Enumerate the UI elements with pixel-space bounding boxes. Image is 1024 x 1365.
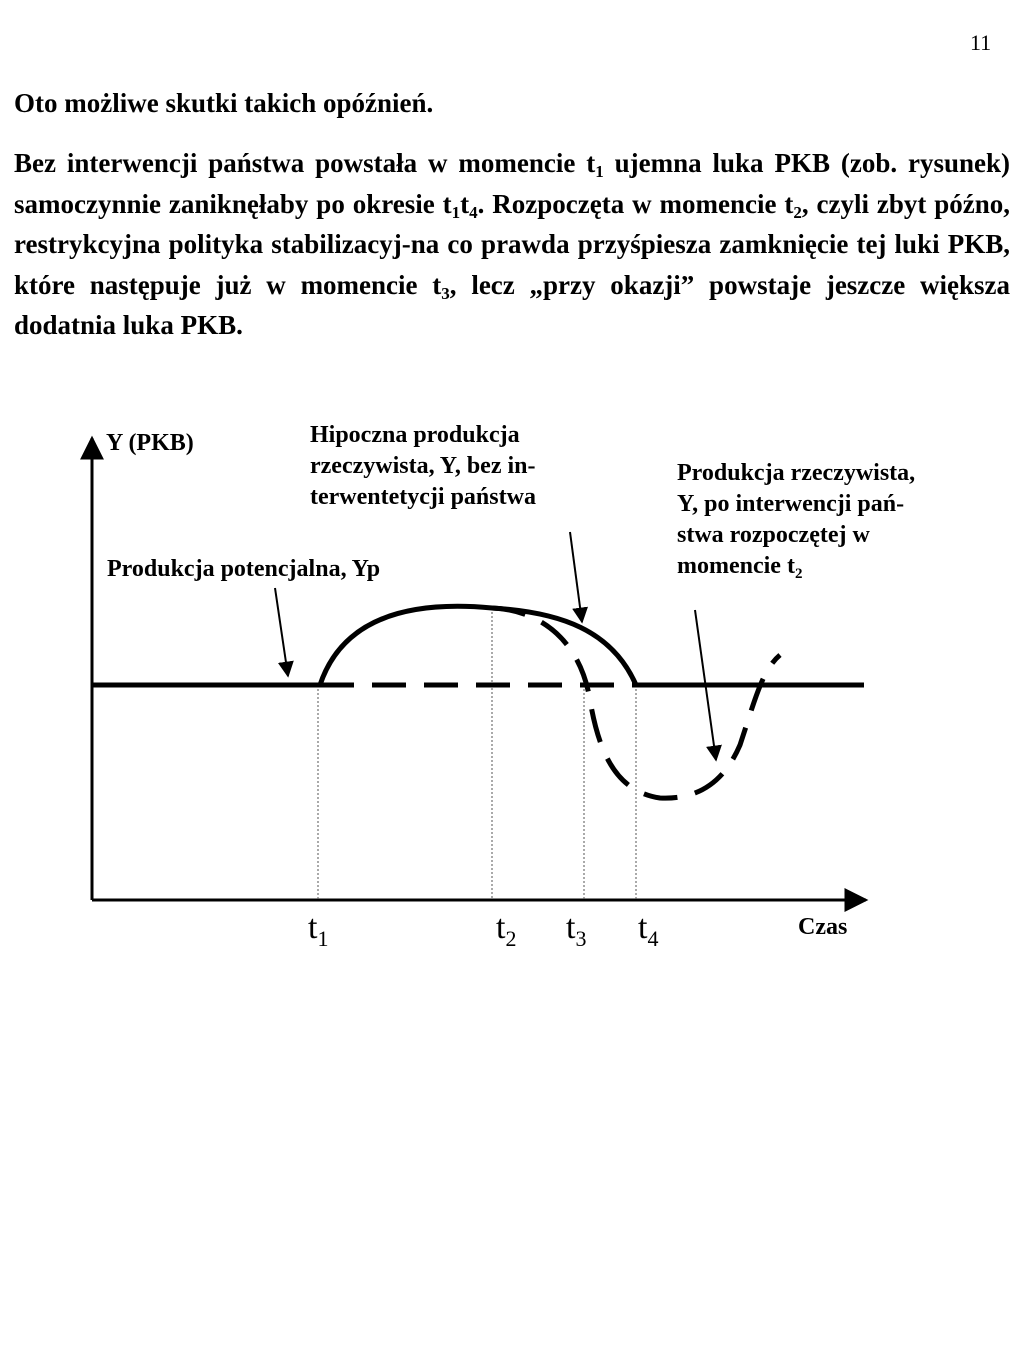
output-without-intervention-curve (320, 606, 636, 685)
no-intervention-label: Hipoczna produkcja rzeczywista, Y, bez in- terwentetycji państwa (310, 422, 536, 510)
x-axis-label: Czas (798, 914, 848, 940)
potential-label-pointer (275, 588, 288, 676)
y-axis-label: Y (PKB) (106, 430, 194, 456)
tick-t3: $t_3$ (566, 909, 587, 951)
tick-t4: $t_4$ (638, 909, 659, 951)
with-intervention-label: Produkcja rzeczywista, Y, po interwencji pań- stwa rozpoczętej w momencie $t_2$ (677, 460, 916, 582)
potential-output-label: Produkcja potencjalna, Yp (107, 556, 381, 582)
tick-t2: $t_2$ (496, 909, 517, 951)
heading: Oto możliwe skutki takich opóźnień. (14, 88, 434, 118)
body-paragraph: Bez interwencji państwa powstała w momencie $t_1$ ujemna luka PKB (zob. rysunek) samoczynnie zaniknęłaby po okresie $t_1t_4$. Rozpoczęta w momencie $t_2$, czyli zbyt późno, restrykcyjna polityka stabilizacyj-na co prawda przyśpiesza zamknięcie tej luki PKB, które następuje już w momencie $t_3$, lecz „przy okazji” powstaje jeszcze większa dodatnia luka PKB. (14, 148, 1011, 340)
page-number: 11 (970, 30, 992, 55)
output-gap-figure (0, 400, 1024, 980)
tick-t1: $t_1$ (308, 909, 329, 951)
no-intervention-label-pointer (570, 532, 582, 622)
